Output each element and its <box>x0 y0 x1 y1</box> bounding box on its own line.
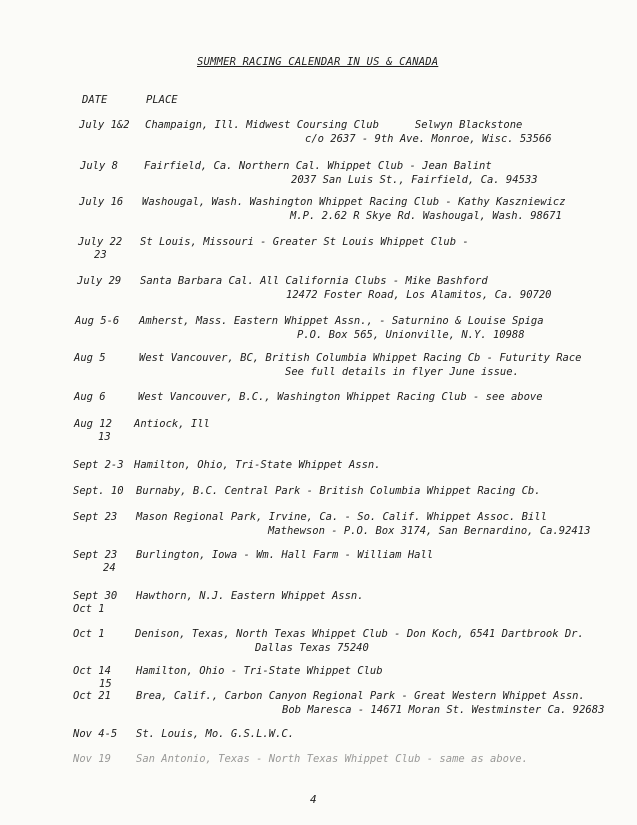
entry-date: July 22 <box>78 236 123 248</box>
entry-date: Sept 30 <box>73 590 118 602</box>
entry-date-continued: 13 <box>98 431 111 443</box>
entry-place: Fairfield, Ca. Northern Cal. Whippet Club - Jean Balint <box>144 160 492 172</box>
entry-date: Aug 5 <box>74 352 106 364</box>
entry-place: Brea, Calif., Carbon Canyon Regional Park - Great Western Whippet Assn. <box>136 690 585 702</box>
entry-date-continued: Oct 1 <box>73 603 105 615</box>
entry-address: M.P. 2.62 R Skye Rd. Washougal, Wash. 98671 <box>290 210 562 222</box>
entry-place: San Antonio, Texas - North Texas Whippet Club - same as above. <box>136 753 528 765</box>
entry-date: Sept 23 <box>73 511 118 523</box>
entry-date-continued: 15 <box>99 678 112 690</box>
entry-address: Dallas Texas 75240 <box>255 642 369 654</box>
column-header-place: PLACE <box>146 94 178 106</box>
page-title: SUMMER RACING CALENDAR IN US & CANADA <box>197 56 439 68</box>
entry-date: July 1&2 <box>79 119 130 131</box>
entry-address: P.O. Box 565, Unionville, N.Y. 10988 <box>297 329 525 341</box>
entry-date: July 16 <box>79 196 124 208</box>
entry-place: Santa Barbara Cal. All California Clubs - Mike Bashford <box>140 275 488 287</box>
entry-date: Aug 5-6 <box>75 315 120 327</box>
entry-address: 2037 San Luis St., Fairfield, Ca. 94533 <box>291 174 538 186</box>
entry-address: Bob Maresca - 14671 Moran St. Westminster Ca. 92683 <box>282 704 605 716</box>
entry-contact: Selwyn Blackstone <box>414 119 523 131</box>
entry-date: Sept 2-3 <box>73 459 124 471</box>
entry-place: Burlington, Iowa - Wm. Hall Farm - William Hall <box>136 549 434 561</box>
entry-date: Nov 4-5 <box>73 728 118 740</box>
entry-date: Oct 14 <box>73 665 111 677</box>
entry-date: Aug 12 <box>74 418 112 430</box>
entry-date: July 8 <box>80 160 118 172</box>
entry-address: 12472 Foster Road, Los Alamitos, Ca. 90720 <box>286 289 552 301</box>
entry-place: Mason Regional Park, Irvine, Ca. - So. Calif. Whippet Assoc. Bill <box>136 511 547 523</box>
entry-place: Burnaby, B.C. Central Park - British Columbia Whippet Racing Cb. <box>136 485 541 497</box>
entry-place: St Louis, Missouri - Greater St Louis Whippet Club - <box>140 236 469 248</box>
entry-address: See full details in flyer June issue. <box>285 366 519 378</box>
entry-date: Sept 23 <box>73 549 118 561</box>
entry-place: Hawthorn, N.J. Eastern Whippet Assn. <box>136 590 364 602</box>
entry-place: Amherst, Mass. Eastern Whippet Assn., - Saturnino & Louise Spiga <box>139 315 544 327</box>
entry-date: Oct 1 <box>73 628 105 640</box>
entry-date-continued: 23 <box>94 249 107 261</box>
column-header-date: DATE <box>82 94 108 106</box>
entry-place: Washougal, Wash. Washington Whippet Racing Club - Kathy Kaszniewicz <box>142 196 566 208</box>
entry-place: Hamilton, Ohio, Tri-State Whippet Assn. <box>134 459 381 471</box>
entry-date: July 29 <box>77 275 122 287</box>
entry-date: Oct 21 <box>73 690 111 702</box>
entry-place: West Vancouver, B.C., Washington Whippet Racing Club - see above <box>138 391 543 403</box>
bleed-through-watermark <box>40 18 600 53</box>
entry-place: Champaign, Ill. Midwest Coursing Club <box>145 119 379 131</box>
entry-date: Aug 6 <box>74 391 106 403</box>
entry-date: Nov 19 <box>73 753 111 765</box>
entry-place: Antiock, Ill <box>134 418 210 430</box>
entry-place: St. Louis, Mo. G.S.L.W.C. <box>136 728 295 740</box>
entry-place: Denison, Texas, North Texas Whippet Club - Don Koch, 6541 Dartbrook Dr. <box>135 628 584 640</box>
entry-date: Sept. 10 <box>73 485 124 497</box>
entry-place: West Vancouver, BC, British Columbia Whippet Racing Cb - Futurity Race <box>139 352 582 364</box>
entry-address: c/o 2637 - 9th Ave. Monroe, Wisc. 53566 <box>305 133 552 145</box>
page-number: 4 <box>310 793 317 806</box>
entry-address: Mathewson - P.O. Box 3174, San Bernardino, Ca.92413 <box>268 525 591 537</box>
entry-place: Hamilton, Ohio - Tri-State Whippet Club <box>136 665 383 677</box>
entry-date-continued: 24 <box>103 562 116 574</box>
